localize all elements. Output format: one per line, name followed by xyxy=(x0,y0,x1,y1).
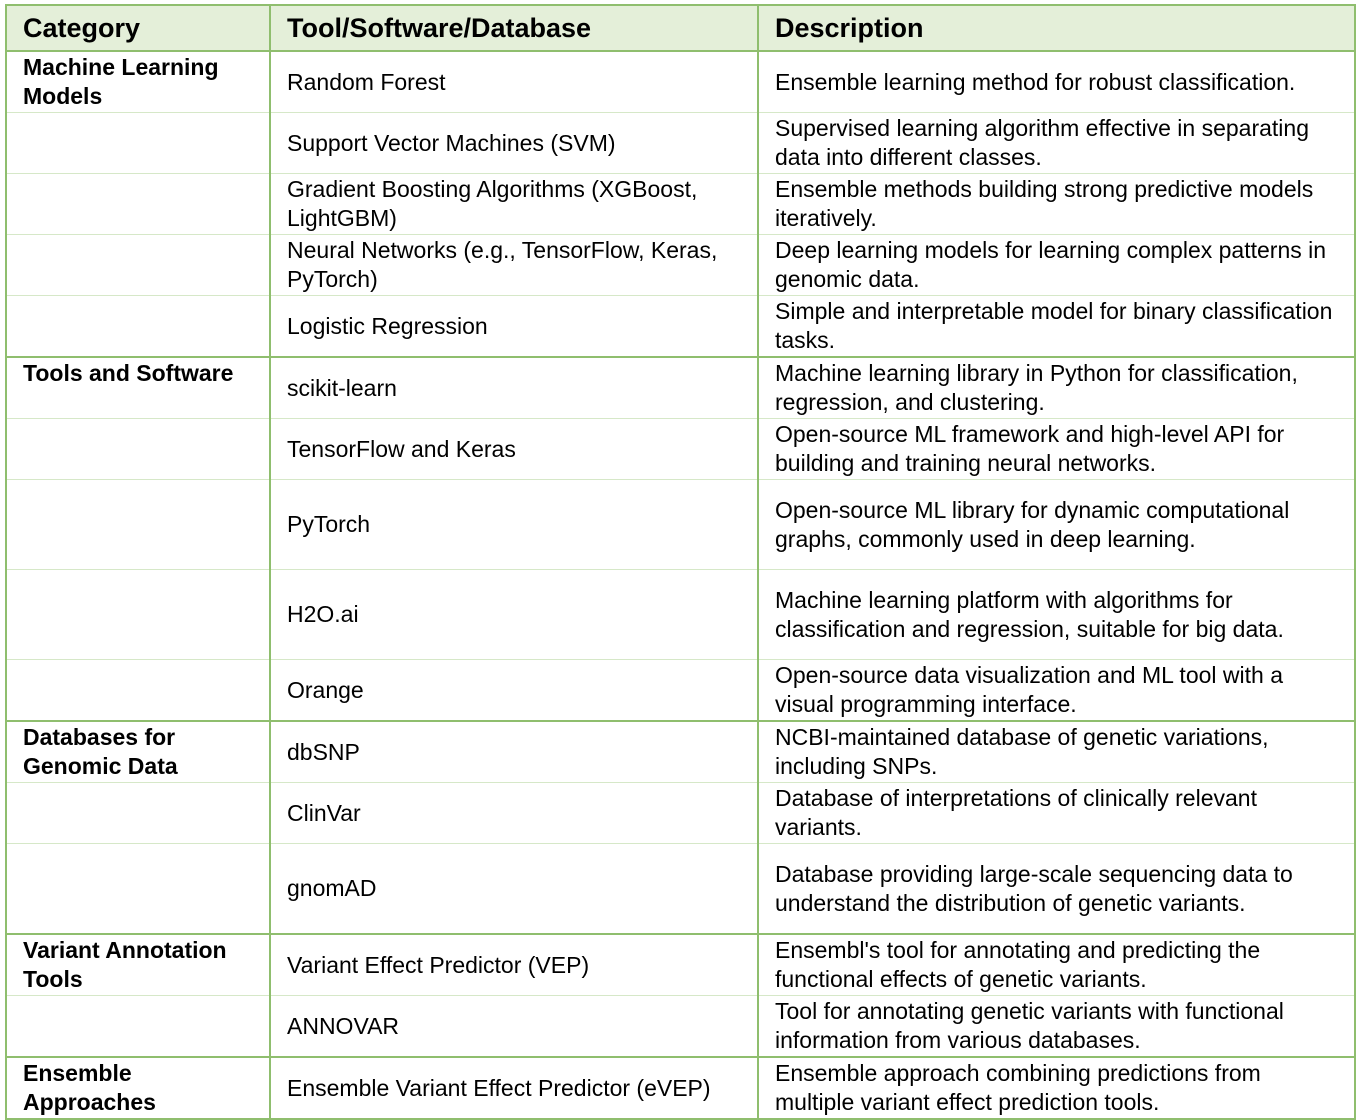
description-cell: Machine learning library in Python for classification, regression, and clustering. xyxy=(758,357,1355,419)
description-cell: Open-source ML library for dynamic computational graphs, commonly used in deep learning. xyxy=(758,480,1355,570)
category-cell xyxy=(6,296,270,358)
tool-cell: gnomAD xyxy=(270,844,758,935)
category-cell xyxy=(6,480,270,570)
description-cell: Ensemble methods building strong predictive models iteratively. xyxy=(758,174,1355,235)
table-row xyxy=(6,113,1355,174)
description-cell: NCBI-maintained database of genetic variations, including SNPs. xyxy=(758,721,1355,783)
tool-cell: Logistic Regression xyxy=(270,296,758,358)
category-cell: Variant Annotation Tools xyxy=(6,934,270,996)
tool-cell: scikit-learn xyxy=(270,357,758,419)
tool-cell: Ensemble Variant Effect Predictor (eVEP) xyxy=(270,1057,758,1119)
header-category: Category xyxy=(6,5,270,51)
table-row xyxy=(6,357,1355,419)
tool-cell: PyTorch xyxy=(270,480,758,570)
table-row xyxy=(6,570,1355,660)
description-cell: Deep learning models for learning complex patterns in genomic data. xyxy=(758,235,1355,296)
tool-cell: Gradient Boosting Algorithms (XGBoost, LightGBM) xyxy=(270,174,758,235)
category-cell: Tools and Software xyxy=(6,357,270,419)
category-cell xyxy=(6,419,270,480)
table-row xyxy=(6,660,1355,722)
tool-cell: ANNOVAR xyxy=(270,996,758,1058)
category-cell xyxy=(6,113,270,174)
category-cell: Ensemble Approaches xyxy=(6,1057,270,1119)
table-row xyxy=(6,296,1355,358)
description-cell: Database providing large-scale sequencing data to understand the distribution of genetic variants. xyxy=(758,844,1355,935)
category-cell xyxy=(6,235,270,296)
description-cell: Ensemble learning method for robust classification. xyxy=(758,51,1355,113)
table-row xyxy=(6,235,1355,296)
header-row xyxy=(6,5,1355,51)
tools-table xyxy=(5,4,1356,1120)
table-row xyxy=(6,1057,1355,1119)
table-row xyxy=(6,51,1355,113)
description-cell: Simple and interpretable model for binary classification tasks. xyxy=(758,296,1355,358)
category-cell: Machine Learning Models xyxy=(6,51,270,113)
category-cell xyxy=(6,996,270,1058)
category-cell: Databases for Genomic Data xyxy=(6,721,270,783)
description-cell: Machine learning platform with algorithms for classification and regression, suitable for big data. xyxy=(758,570,1355,660)
table-row xyxy=(6,721,1355,783)
description-cell: Ensembl's tool for annotating and predicting the functional effects of genetic variants. xyxy=(758,934,1355,996)
description-cell: Ensemble approach combining predictions from multiple variant effect prediction tools. xyxy=(758,1057,1355,1119)
description-cell: Open-source ML framework and high-level API for building and training neural networks. xyxy=(758,419,1355,480)
tool-cell: Variant Effect Predictor (VEP) xyxy=(270,934,758,996)
table-row xyxy=(6,996,1355,1058)
category-cell xyxy=(6,174,270,235)
table-row xyxy=(6,783,1355,844)
description-cell: Tool for annotating genetic variants with functional information from various databases. xyxy=(758,996,1355,1058)
category-cell xyxy=(6,783,270,844)
table-row xyxy=(6,419,1355,480)
description-cell: Database of interpretations of clinically relevant variants. xyxy=(758,783,1355,844)
table-row xyxy=(6,480,1355,570)
category-cell xyxy=(6,570,270,660)
tool-cell: Support Vector Machines (SVM) xyxy=(270,113,758,174)
header-tool: Tool/Software/Database xyxy=(270,5,758,51)
table-row xyxy=(6,844,1355,935)
description-cell: Supervised learning algorithm effective in separating data into different classes. xyxy=(758,113,1355,174)
category-cell xyxy=(6,844,270,935)
tool-cell: TensorFlow and Keras xyxy=(270,419,758,480)
tool-cell: Orange xyxy=(270,660,758,722)
tool-cell: dbSNP xyxy=(270,721,758,783)
tool-cell: Random Forest xyxy=(270,51,758,113)
description-cell: Open-source data visualization and ML tool with a visual programming interface. xyxy=(758,660,1355,722)
header-description: Description xyxy=(758,5,1355,51)
table-row xyxy=(6,934,1355,996)
tool-cell: Neural Networks (e.g., TensorFlow, Keras, PyTorch) xyxy=(270,235,758,296)
tool-cell: ClinVar xyxy=(270,783,758,844)
table-row xyxy=(6,174,1355,235)
category-cell xyxy=(6,660,270,722)
tool-cell: H2O.ai xyxy=(270,570,758,660)
